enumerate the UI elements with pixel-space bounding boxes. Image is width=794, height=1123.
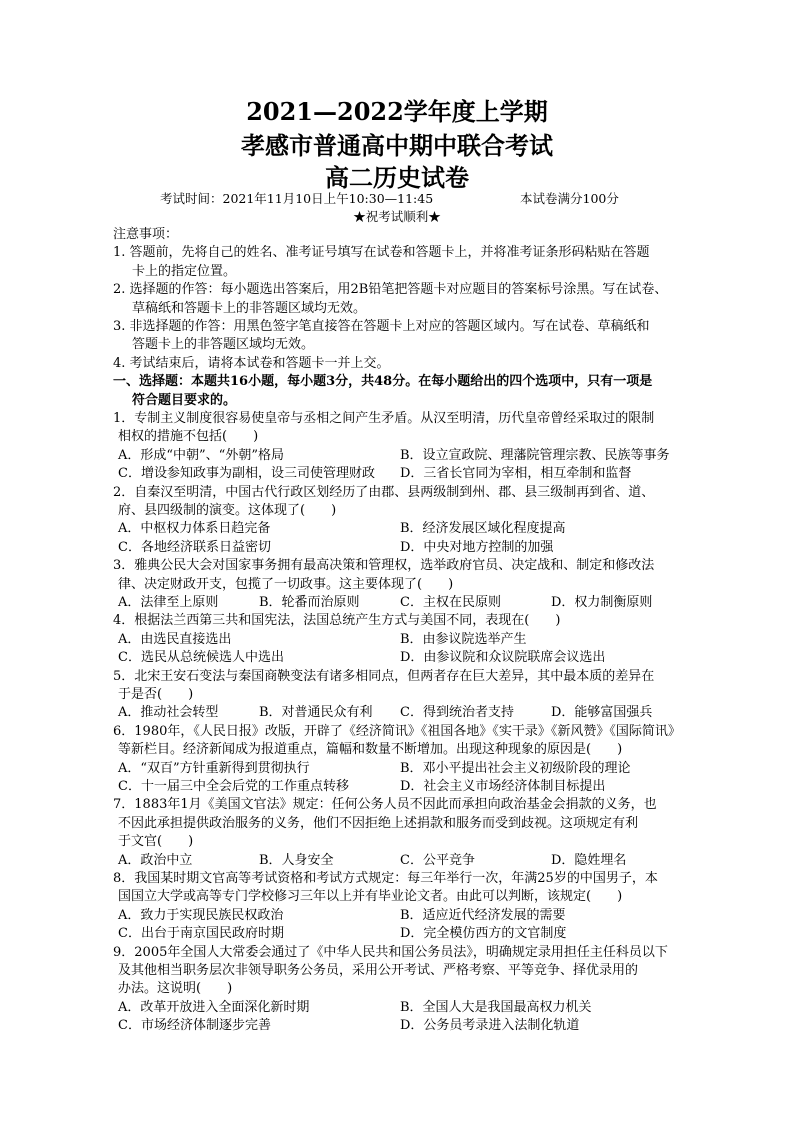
title-school-year: 2021—2022学年度上学期 <box>246 97 548 126</box>
answer-option: D．完全模仿西方的文官制度 <box>400 926 567 941</box>
question-stem-line: 于是否( ) <box>118 687 194 702</box>
answer-option: B．全国人大是我国最高权力机关 <box>400 1000 592 1015</box>
question-stem-line: 6．1980年，《人民日报》改版，开辟了《经济简讯》《祖国各地》《实干录》《新风赞》《国际简讯》 <box>113 724 681 739</box>
answer-option: A．形成“中朝”、“外朝”格局 <box>118 448 284 463</box>
question-stem-line: 3．雅典公民大会对国家事务拥有最高决策和管理权，选举政府官员、决定战和、制定和修改法 <box>113 558 655 573</box>
answer-option: C．各地经济联系日益密切 <box>118 540 271 555</box>
answer-option: C．得到统治者支持 <box>400 705 514 720</box>
answer-option: D．社会主义市场经济体制目标提出 <box>400 779 606 794</box>
answer-option: D．由参议院和众议院联席会议选出 <box>400 650 606 665</box>
answer-option: D．中央对地方控制的加强 <box>400 540 554 555</box>
answer-option: B．对普通民众有利 <box>259 705 373 720</box>
notice-heading: 注意事项： <box>113 227 179 242</box>
question-stem-line: 1．专制主义制度很容易使皇帝与丞相之间产生矛盾。从汉至明清，历代皇帝曾经采取过的限制 <box>113 411 655 426</box>
section-heading: 一、选择题：本题共16小题，每小题3分，共48分。在每小题给出的四个选项中，只有一项是 <box>113 374 653 389</box>
exam-time: 考试时间：2021年11月10日上午10:30—11:45 <box>160 191 434 206</box>
question-stem-line: 5．北宋王安石变法与秦国商鞅变法有诸多相同点，但两者存在巨大差异，其中最本质的差异在 <box>113 669 655 684</box>
answer-option: A．致力于实现民族民权政治 <box>118 908 284 923</box>
notice-item-line: 4. 考试结束后，请将本试卷和答题卡一并上交。 <box>113 356 390 371</box>
question-stem-line: 9．2005年全国人大常委会通过了《中华人民共和国公务员法》，明确规定录用担任主任科员以下 <box>113 945 668 960</box>
question-stem-line: 等新栏目。经济新闻成为报道重点，篇幅和数量不断增加。出现这种现象的原因是( ) <box>118 742 623 757</box>
question-stem-line: 7．1883年1月《美国文官法》规定：任何公务人员不因此而承担向政治基金会捐款的义务，也 <box>113 797 657 812</box>
answer-option: B．邓小平提出社会主义初级阶段的理论 <box>400 761 631 776</box>
question-stem-line: 相权的措施不包括( ) <box>118 429 259 444</box>
question-stem-line: 4．根据法兰西第三共和国宪法，法国总统产生方式与美国不同，表现在( ) <box>113 613 561 628</box>
question-stem-line: 办法。这说明( ) <box>118 981 233 996</box>
answer-option: D．公务员考录进入法制化轨道 <box>400 1018 580 1033</box>
answer-option: A．政治中立 <box>118 853 193 868</box>
answer-option: B．适应近代经济发展的需要 <box>400 908 566 923</box>
answer-option: B．人身安全 <box>259 853 334 868</box>
answer-option: C．市场经济体制逐步完善 <box>118 1018 271 1033</box>
full-score: 本试卷满分100分 <box>520 191 619 206</box>
answer-option: A．“双百”方针重新得到贯彻执行 <box>118 761 310 776</box>
question-stem-line: 及其他相当职务层次非领导职务公务员，采用公开考试、严格考察、平等竞争、择优录用的 <box>118 963 639 978</box>
answer-option: D．能够富国强兵 <box>551 705 653 720</box>
answer-option: A．中枢权力体系日趋完备 <box>118 521 271 536</box>
question-stem-line: 国国立大学或高等专门学校修习三年以上并有毕业论文者。由此可以判断，该规定( ) <box>118 889 623 904</box>
question-stem-line: 2．自秦汉至明清，中国古代行政区划经历了由郡、县两级制到州、郡、县三级制再到省、道、 <box>113 485 655 500</box>
notice-item-line: 草稿纸和答题卡上的非答题区域均无效。 <box>132 301 367 316</box>
question-stem-line: 不因此承担提供政治服务的义务，他们不因拒绝上述捐款和服务而受到歧视。这项规定有利 <box>118 816 639 831</box>
answer-option: B．由参议院选举产生 <box>400 632 527 647</box>
question-stem-line: 于文官( ) <box>118 834 194 849</box>
answer-option: A．法律至上原则 <box>118 595 219 610</box>
answer-option: C．公平竞争 <box>400 853 475 868</box>
answer-option: A．推动社会转型 <box>118 705 219 720</box>
answer-option: C．出台于南京国民政府时期 <box>118 926 284 941</box>
answer-option: D．隐姓埋名 <box>551 853 627 868</box>
notice-item-line: 卡上的指定位置。 <box>132 264 237 279</box>
title-exam-name: 孝感市普通高中期中联合考试 <box>241 131 553 160</box>
question-stem-line: 府、县四级制的演变。这体现了( ) <box>118 503 337 518</box>
question-stem-line: 律、决定财政开支，包揽了一切政事。这主要体现了( ) <box>118 577 454 592</box>
title-subject: 高二历史试卷 <box>325 163 469 192</box>
question-stem-line: 8．我国某时期文官高等考试资格和考试方式规定：每三年举行一次，年满25岁的中国男子，本 <box>113 871 658 886</box>
answer-option: D．权力制衡原则 <box>551 595 653 610</box>
answer-option: B．轮番而治原则 <box>259 595 360 610</box>
section-heading: 符合题目要求的。 <box>132 393 237 408</box>
notice-item-line: 3. 非选择题的作答：用黑色签字笔直接答在答题卡上对应的答题区域内。写在试卷、草稿纸和 <box>113 319 650 334</box>
answer-option: C．选民从总统候选人中选出 <box>118 650 284 665</box>
answer-option: C．增设参知政事为副相，设三司使管理财政 <box>118 466 375 481</box>
answer-option: B．经济发展区域化程度提高 <box>400 521 566 536</box>
answer-option: C．主权在民原则 <box>400 595 501 610</box>
answer-option: A．改革开放进入全面深化新时期 <box>118 1000 310 1015</box>
answer-option: D．三省长官同为宰相，相互牵制和监督 <box>400 466 632 481</box>
good-luck-note: ★祝考试顺利★ <box>353 209 441 224</box>
notice-item-line: 2. 选择题的作答：每小题选出答案后，用2B铅笔把答题卡对应题目的答案标号涂黑。写在试卷、 <box>113 282 668 297</box>
notice-item-line: 1. 答题前，先将自己的姓名、准考证号填写在试卷和答题卡上，并将准考证条形码粘贴在答题 <box>113 245 650 260</box>
answer-option: B．设立宣政院、理藩院管理宗教、民族等事务 <box>400 448 670 463</box>
answer-option: A．由选民直接选出 <box>118 632 232 647</box>
notice-item-line: 答题卡上的非答题区域均无效。 <box>132 337 315 352</box>
answer-option: C．十一届三中全会后党的工作重点转移 <box>118 779 349 794</box>
